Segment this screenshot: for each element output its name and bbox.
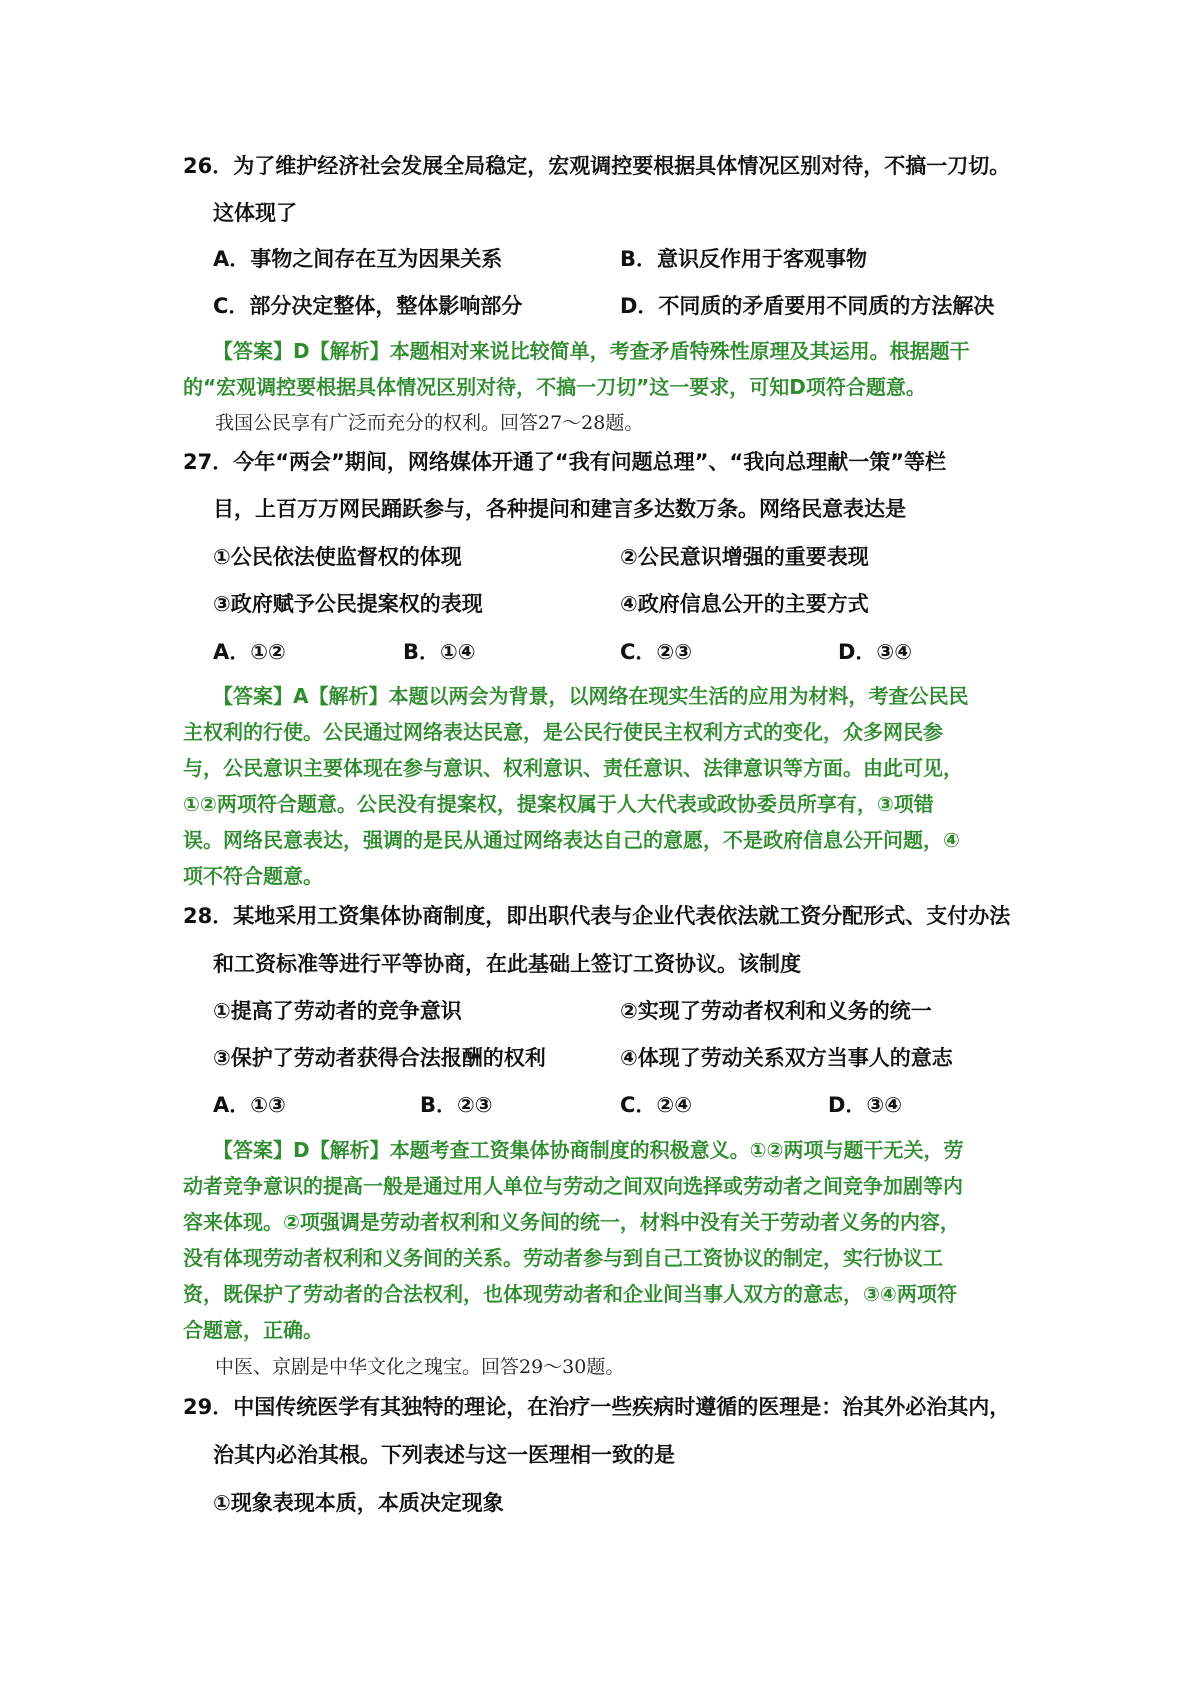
q27-option-b: B．①④ [403,640,476,664]
q27-option-d: D．③④ [838,640,912,664]
q27-stem-line1: 27．今年“两会”期间，网络媒体开通了“我有问题总理”、“我向总理献一策”等栏 [183,450,947,474]
q28-item-2: ②实现了劳动者权利和义务的统一 [620,999,932,1023]
section-intro-29-30: 中医、京剧是中华文化之瑰宝。回答29～30题。 [215,1356,625,1378]
q27-answer-line1: 【答案】A【解析】本题以两会为背景，以网络在现实生活的应用为材料，考查公民民 [213,684,969,708]
q28-answer-line2: 动者竞争意识的提高一般是通过用人单位与劳动之间双向选择或劳动者之间竞争加剧等内 [183,1174,963,1198]
q27-answer-line3: 与，公民意识主要体现在参与意识、权利意识、责任意识、法律意识等方面。由此可见， [183,756,963,780]
q26-option-b: B．意识反作用于客观事物 [620,247,868,271]
q27-option-a: A．①② [213,640,286,664]
q29-stem-line2: 治其内必治其根。下列表述与这一医理相一致的是 [213,1443,675,1467]
q28-answer-line3: 容来体现。②项强调是劳动者权利和义务间的统一，材料中没有关于劳动者义务的内容， [183,1210,960,1234]
q28-answer-line4: 没有体现劳动者权利和义务间的关系。劳动者参与到自己工资协议的制定，实行协议工 [183,1246,943,1270]
q29-item-1: ①现象表现本质，本质决定现象 [213,1491,504,1515]
q27-item-2: ②公民意识增强的重要表现 [620,545,869,569]
q27-answer-line4: ①②两项符合题意。公民没有提案权，提案权属于人大代表或政协委员所享有，③项错 [183,792,934,816]
q28-answer-line6: 合题意，正确。 [183,1318,323,1342]
q27-item-3: ③政府赋予公民提案权的表现 [213,592,483,616]
q28-option-a: A．①③ [213,1093,286,1117]
q28-item-4: ④体现了劳动关系双方当事人的意志 [620,1046,953,1070]
q29-stem-line1: 29．中国传统医学有其独特的理论，在治疗一些疾病时遵循的医理是：治其外必治其内， [183,1395,1011,1419]
q26-option-a: A．事物之间存在互为因果关系 [213,247,503,271]
q28-option-c: C．②④ [620,1093,692,1117]
q28-option-d: D．③④ [828,1093,902,1117]
q28-item-1: ①提高了劳动者的竞争意识 [213,999,462,1023]
q26-stem-line1: 26．为了维护经济社会发展全局稳定，宏观调控要根据具体情况区别对待，不搞一刀切。 [183,154,1011,178]
q27-answer-line2: 主权利的行使。公民通过网络表达民意，是公民行使民主权利方式的变化，众多网民参 [183,720,943,744]
q27-option-c: C．②③ [620,640,692,664]
q27-stem-line2: 目，上百万万网民踊跃参与，各种提问和建言多达数万条。网络民意表达是 [213,497,906,521]
q26-answer-line1: 【答案】D【解析】本题相对来说比较简单，考查矛盾特殊性原理及其运用。根据题干 [213,339,970,363]
q27-item-1: ①公民依法使监督权的体现 [213,545,462,569]
q28-answer-line1: 【答案】D【解析】本题考查工资集体协商制度的积极意义。①②两项与题干无关，劳 [213,1138,964,1162]
q28-answer-line5: 资，既保护了劳动者的合法权利，也体现劳动者和企业间当事人双方的意志，③④两项符 [183,1282,957,1306]
section-intro-27-28: 我国公民享有广泛而充分的权利。回答27～28题。 [215,412,644,434]
q28-item-3: ③保护了劳动者获得合法报酬的权利 [213,1046,546,1070]
q26-answer-line2: 的“宏观调控要根据具体情况区别对待，不搞一刀切”这一要求，可知D项符合题意。 [183,375,926,399]
q28-stem-line2: 和工资标准等进行平等协商，在此基础上签订工资协议。该制度 [213,952,801,976]
q26-stem-line2: 这体现了 [213,201,297,225]
q27-item-4: ④政府信息公开的主要方式 [620,592,869,616]
q28-stem-line1: 28．某地采用工资集体协商制度，即出职代表与企业代表依法就工资分配形式、支付办法 [183,904,1011,928]
q26-option-c: C．部分决定整体，整体影响部分 [213,294,523,318]
q27-answer-line5: 误。网络民意表达，强调的是民从通过网络表达自己的意愿，不是政府信息公开问题，④ [183,828,960,852]
q27-answer-line6: 项不符合题意。 [183,864,323,888]
q26-option-d: D．不同质的矛盾要用不同质的方法解决 [620,294,995,318]
q28-option-b: B．②③ [420,1093,493,1117]
